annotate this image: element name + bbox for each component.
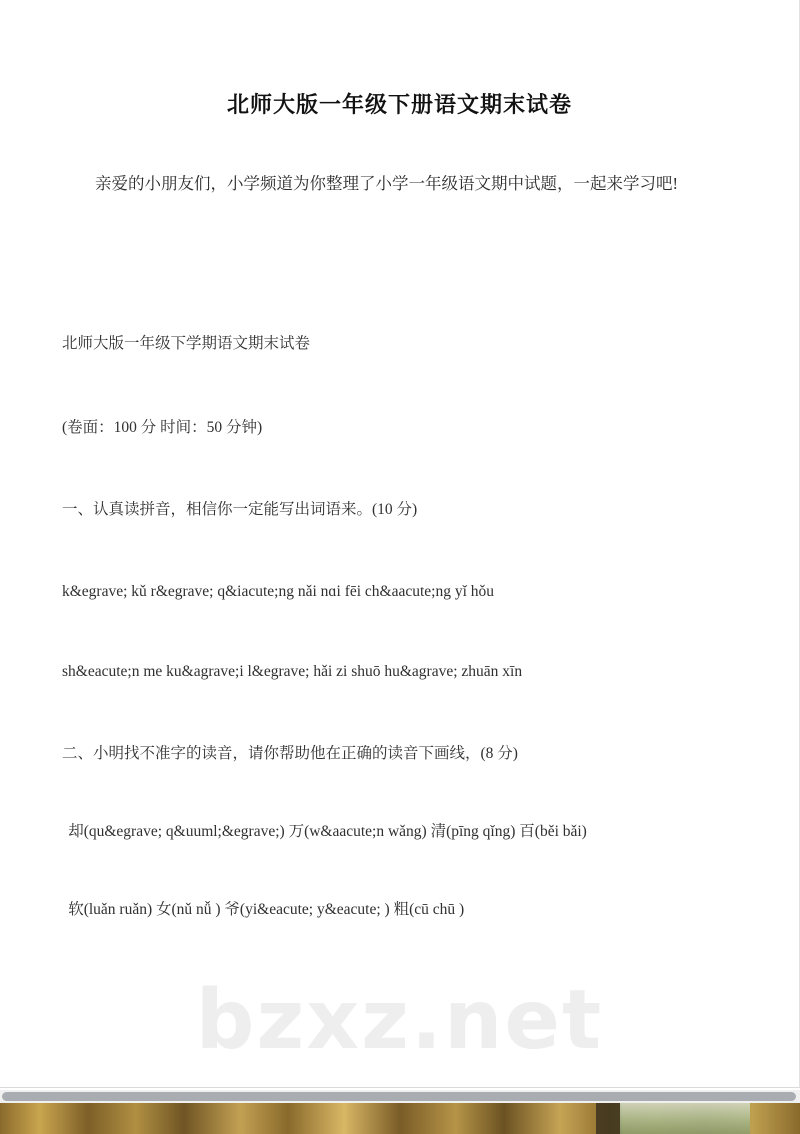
thumbnail-green-patch bbox=[620, 1103, 750, 1134]
page-thumbnail-strip bbox=[0, 1103, 800, 1134]
section-heading-two: 二、小明找不准字的读音，请你帮助他在正确的读音下画线，(8 分) bbox=[62, 744, 518, 762]
thumbnail-dark-patch bbox=[596, 1103, 622, 1134]
intro-paragraph: 亲爱的小朋友们，小学频道为你整理了小学一年级语文期中试题，一起来学习吧! bbox=[95, 173, 678, 193]
section-heading-one: 一、认真读拼音，相信你一定能写出词语来。(10 分) bbox=[62, 500, 418, 518]
pinyin-line-1: k&egrave; kǔ r&egrave; q&iacute;ng nǎi nɑi fēi ch&aacute;ng yǐ hǒu bbox=[62, 582, 495, 600]
pronunciation-choice-line-2: 软(luǎn ruǎn) 女(nǔ nǚ ) 爷(yi&eacute; y&eacute; ) 粗(cū chū ) bbox=[68, 900, 465, 918]
horizontal-scrollbar-thumb[interactable] bbox=[2, 1092, 796, 1101]
pronunciation-choice-line-1: 却(qu&egrave; q&uuml;&egrave;) 万(w&aacute;n wǎng) 清(pīng qǐng) 百(běi bǎi) bbox=[68, 822, 587, 840]
document-title: 北师大版一年级下册语文期末试卷 bbox=[226, 93, 572, 118]
exam-subtitle: 北师大版一年级下学期语文期末试卷 bbox=[62, 334, 311, 352]
watermark-bzxz: bzxz.net bbox=[195, 973, 604, 1068]
exam-meta-score-time: (卷面：100 分 时间：50 分钟) bbox=[62, 418, 263, 436]
pinyin-line-2: sh&eacute;n me ku&agrave;i l&egrave; hǎi zi shuō hu&agrave; zhuān xīn bbox=[62, 662, 523, 680]
horizontal-scrollbar[interactable] bbox=[0, 1090, 800, 1103]
